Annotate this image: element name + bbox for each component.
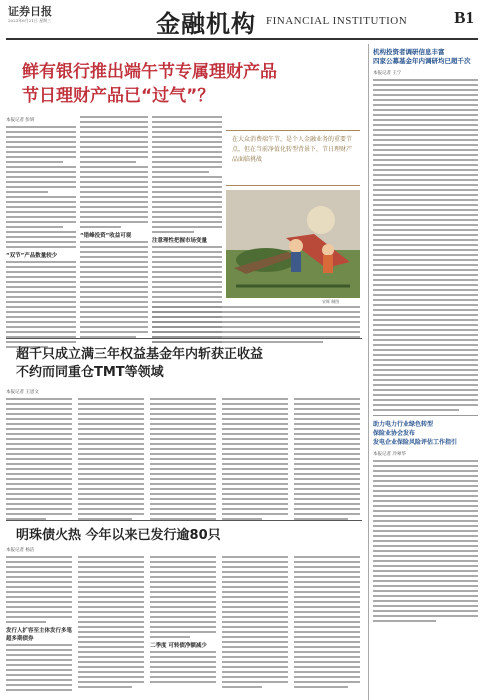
right-story1-body: [373, 79, 478, 411]
section-subtitle: FINANCIAL INSTITUTION: [266, 15, 408, 27]
lead-headline: [22, 60, 277, 108]
story3-subhead-1: 发行人扩容至主体发行多笔超多期债券: [6, 628, 73, 642]
lead-column-2: [80, 116, 148, 338]
page-number: B1: [454, 8, 474, 27]
masthead: [6, 2, 478, 42]
story3-body: [6, 546, 362, 691]
story3-subhead-2: 二季度 可转债净额减少: [150, 643, 207, 649]
right-story1-headline-line-1: 机构投资者调研信息丰富: [373, 48, 445, 56]
right-story1-headline-line-2: 四家公募基金年内调研均已超千次: [373, 57, 471, 65]
lead-headline-line-1: 鲜有银行推出端午节专属理财产品: [22, 62, 277, 82]
lead-column-1: [6, 116, 76, 348]
section-title: 金融机构: [156, 9, 256, 38]
lead-body-text: [6, 126, 76, 248]
lead-subhead-2: “错峰投资”收益可观: [80, 233, 132, 239]
story3-headline: 明珠债火热 今年以来已发行逾80只: [16, 528, 221, 543]
story3-byline: 本报记者 杨洁: [6, 548, 35, 553]
right-story1-headline: [373, 48, 478, 66]
story2-body: [6, 388, 362, 520]
right-story1-byline: 本报记者 王宁: [373, 71, 402, 76]
lead-subhead-1: “双节”产品数量较少: [6, 253, 58, 259]
right-column-divider: [373, 415, 478, 416]
illustration-svg: [226, 190, 360, 298]
illustration-image: [226, 190, 360, 298]
right-story2-headline-line-1: 助力电力行业绿色转型: [373, 421, 434, 428]
story2-headline-line-1: 超千只成立满三年权益基金年内斩获正收益: [16, 347, 264, 362]
right-story2-headline: [373, 420, 478, 447]
section-divider-1: [6, 338, 362, 339]
right-story2-headline-line-2: 保险业协会发布: [373, 430, 416, 437]
illustration-caption: 宋辉 制图: [322, 299, 340, 304]
date-line: 2023年6月21日 星期三: [8, 18, 52, 23]
right-story2-byline: 本报记者 冷翠华: [373, 452, 406, 457]
masthead-rule: [6, 38, 478, 40]
lead-story: [6, 44, 360, 336]
lead-subhead-3: 注意理性把握市场变量: [152, 238, 208, 244]
paper-name: 证券日报: [8, 5, 52, 18]
right-story2-headline-line-3: 发电企业保险风险评估工作指引: [373, 439, 458, 446]
story2-headline-line-2: 不约而同重仓TMT等领域: [16, 365, 164, 380]
pull-quote: [226, 130, 360, 186]
pull-quote-text: 在大众消费端午节，是个人金融业务的重要节点，但在当前净值化转型背景下，节日理财产品面临挑战: [232, 136, 353, 163]
right-story2-body: [373, 460, 478, 622]
story2-byline: 本报记者 王思文: [6, 390, 39, 395]
story2-headline: [16, 346, 263, 382]
lead-headline-line-2: 节日理财产品已“过气”？: [22, 86, 215, 106]
lead-byline: 本报记者 彭妍: [6, 118, 35, 123]
right-column: [368, 44, 478, 700]
section-divider-2: [6, 520, 362, 521]
